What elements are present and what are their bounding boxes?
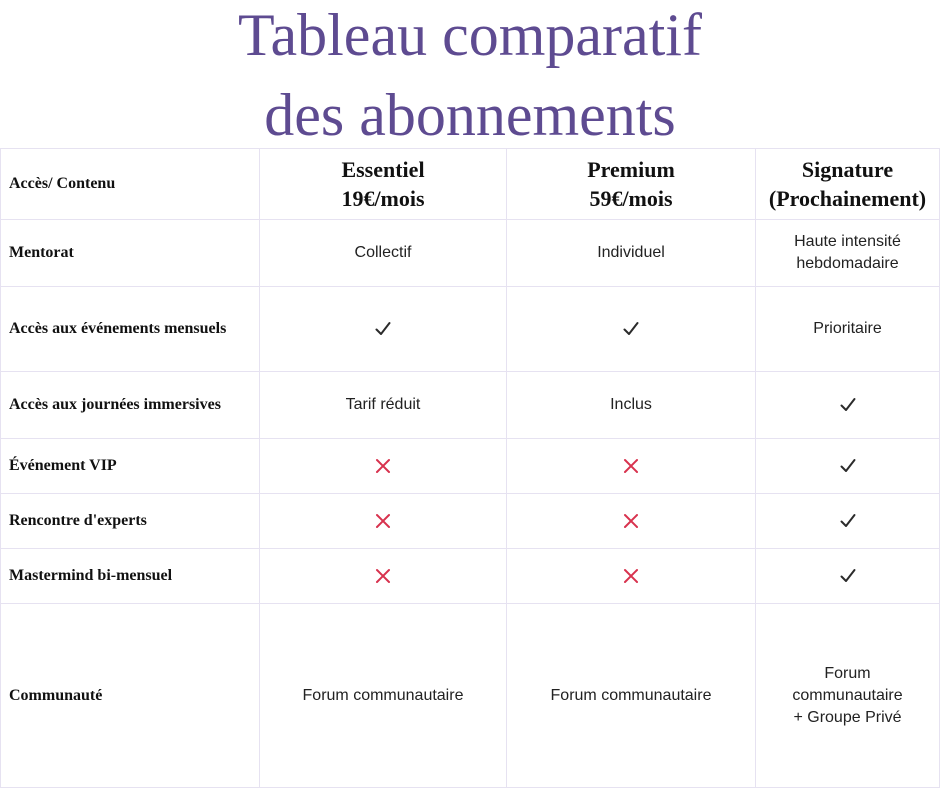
plan-name: Essentiel (341, 157, 425, 182)
page-title-line-2: des abonnements (264, 82, 676, 148)
value-text: Forum communautaire (302, 686, 464, 704)
cross-icon (374, 567, 392, 585)
feature-label: Communauté (1, 604, 260, 788)
plan-price: (Prochainement) (768, 186, 927, 211)
feature-value (507, 494, 756, 549)
feature-label: Mastermind bi-mensuel (1, 549, 260, 604)
feature-value (507, 287, 756, 372)
plan-name: Premium (587, 157, 675, 182)
table-row (1, 494, 940, 549)
feature-value (260, 494, 507, 549)
check-icon (839, 512, 857, 530)
value-text: Individuel (597, 244, 665, 261)
check-icon (839, 396, 857, 414)
cross-icon (622, 567, 640, 585)
value-text: + Groupe Privé (793, 708, 902, 726)
value-text: Forum communautaire (550, 686, 712, 704)
corner-header: Accès/ Contenu (1, 149, 260, 220)
page-title-line-1: Tableau comparatif (238, 2, 702, 68)
cross-icon (622, 457, 640, 475)
feature-value (507, 372, 756, 439)
plan-header-essentiel (260, 149, 507, 220)
feature-value (260, 439, 507, 494)
table-row (1, 220, 940, 287)
check-icon (622, 320, 640, 338)
cross-icon (622, 512, 640, 530)
value-text: Forum (824, 664, 871, 682)
cross-icon (374, 457, 392, 475)
feature-value (260, 287, 507, 372)
feature-value (756, 494, 940, 549)
check-icon (839, 457, 857, 475)
check-icon (374, 320, 392, 338)
value-text: Collectif (354, 244, 412, 261)
feature-value (507, 549, 756, 604)
feature-value (756, 604, 940, 788)
value-text: Prioritaire (813, 320, 882, 337)
feature-label: Événement VIP (1, 439, 260, 494)
feature-value (507, 439, 756, 494)
feature-value (756, 287, 940, 372)
feature-value (756, 220, 940, 287)
feature-value (756, 439, 940, 494)
table-row (1, 549, 940, 604)
feature-value (756, 549, 940, 604)
feature-value (260, 220, 507, 287)
feature-value (260, 604, 507, 788)
feature-value (260, 372, 507, 439)
table-row (1, 439, 940, 494)
feature-value (507, 220, 756, 287)
value-text: communautaire (792, 686, 903, 704)
value-text: Inclus (610, 396, 652, 413)
check-icon (839, 567, 857, 585)
feature-value (756, 372, 940, 439)
value-text: hebdomadaire (796, 255, 899, 272)
value-text: Haute intensité (794, 233, 901, 250)
plan-name: Signature (801, 157, 894, 182)
table-row (1, 287, 940, 372)
table-row (1, 372, 940, 439)
comparison-table (0, 148, 940, 788)
feature-label: Rencontre d'experts (1, 494, 260, 549)
feature-value (507, 604, 756, 788)
plan-price: 19€/mois (341, 186, 425, 211)
table-header-row (1, 149, 940, 220)
plan-header-signature (756, 149, 940, 220)
feature-label: Accès aux événements mensuels (1, 287, 260, 372)
feature-label: Accès aux journées immersives (1, 372, 260, 439)
table-body (1, 220, 940, 788)
value-text: Tarif réduit (345, 396, 421, 413)
plan-header-premium (507, 149, 756, 220)
feature-value (260, 549, 507, 604)
plan-price: 59€/mois (589, 186, 673, 211)
cross-icon (374, 512, 392, 530)
feature-label: Mentorat (1, 220, 260, 287)
table-row (1, 604, 940, 788)
